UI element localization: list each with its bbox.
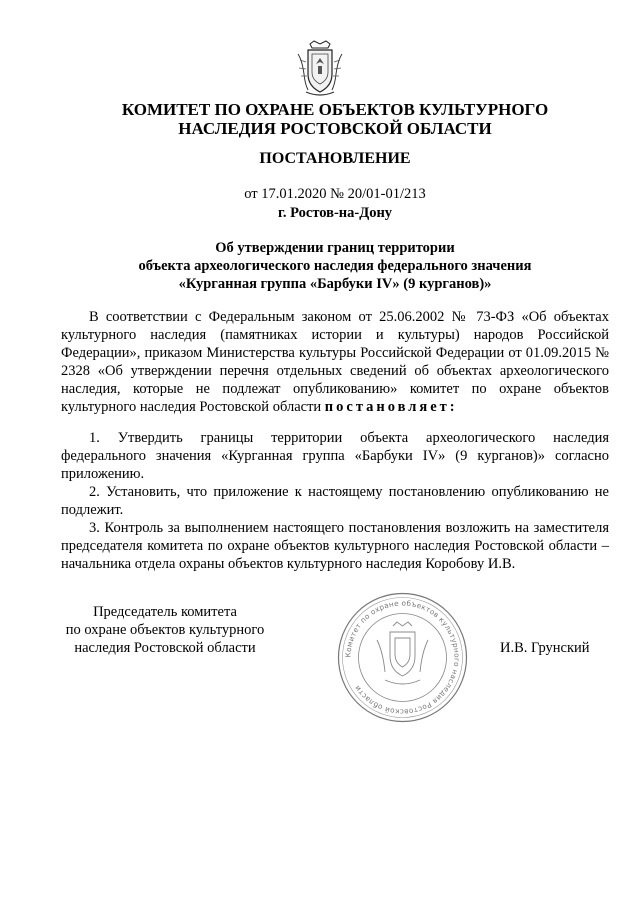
coat-of-arms-icon <box>296 40 344 98</box>
signatory-name: И.В. Грунский <box>500 640 590 656</box>
resolution-items <box>61 429 609 573</box>
document-date-number: от 17.01.2020 № 20/01-01/213 <box>244 186 426 202</box>
resolution-item-3: 3. Контроль за выполнением настоящего постановления возложить на заместителя председателя комитета по охране объектов культурного наследия Ростовской области – начальника отдела охраны объектов культурного наследия Коробову И.В. <box>61 520 609 572</box>
preamble-text: В соответствии с Федеральным законом от 25.06.2002 № 73-ФЗ «Об объектах культурного наследия (памятниках истории и культуры) народов Российской Федерации», приказом Министерства культуры Российской Федерации от 01.09.2015 № 2328 «Об утверждении перечня отдельных сведений об объектах археологического наследия, которые не подлежат опубликованию» комитет по охране объектов культурного наследия Ростовской области <box>61 309 609 415</box>
subject-line-1: Об утверждении границ территории <box>215 240 455 256</box>
organization-name <box>60 100 610 138</box>
organization-line-2: НАСЛЕДИЯ РОСТОВСКОЙ ОБЛАСТИ <box>178 119 492 138</box>
signatory-title-line-3: наследия Ростовской области <box>74 640 256 656</box>
subject-line-2: объекта археологического наследия федерального значения <box>138 258 532 274</box>
signatory-title-line-1: Председатель комитета <box>93 604 237 620</box>
document-city: г. Ростов-на-Дону <box>277 205 393 221</box>
signatory-title <box>50 603 280 657</box>
official-seal-icon <box>335 590 470 725</box>
organization-line-1: КОМИТЕТ ПО ОХРАНЕ ОБЪЕКТОВ КУЛЬТУРНОГО <box>121 100 549 119</box>
signatory-title-line-2: по охране объектов культурного <box>65 622 265 638</box>
preamble-paragraph <box>61 308 609 416</box>
resolution-item-2: 2. Установить, что приложение к настоящему постановлению опубликованию не подлежит. <box>61 484 609 518</box>
document-subject <box>90 239 580 293</box>
seal-text: Комитет по охране объектов культурного наследия Ростовской области <box>343 598 462 717</box>
resolution-item-1: 1. Утвердить границы территории объекта археологического наследия федерального значения «Курганная группа «Барбуки IV» (9 курганов)» согласно приложению. <box>61 430 609 482</box>
subject-line-3: «Курганная группа «Барбуки IV» (9 курганов)» <box>178 276 492 292</box>
resolves-word: постановляет: <box>324 399 458 415</box>
document-type: ПОСТАНОВЛЕНИЕ <box>259 150 411 167</box>
svg-text:Комитет по охране объектов кул <box>343 598 461 716</box>
